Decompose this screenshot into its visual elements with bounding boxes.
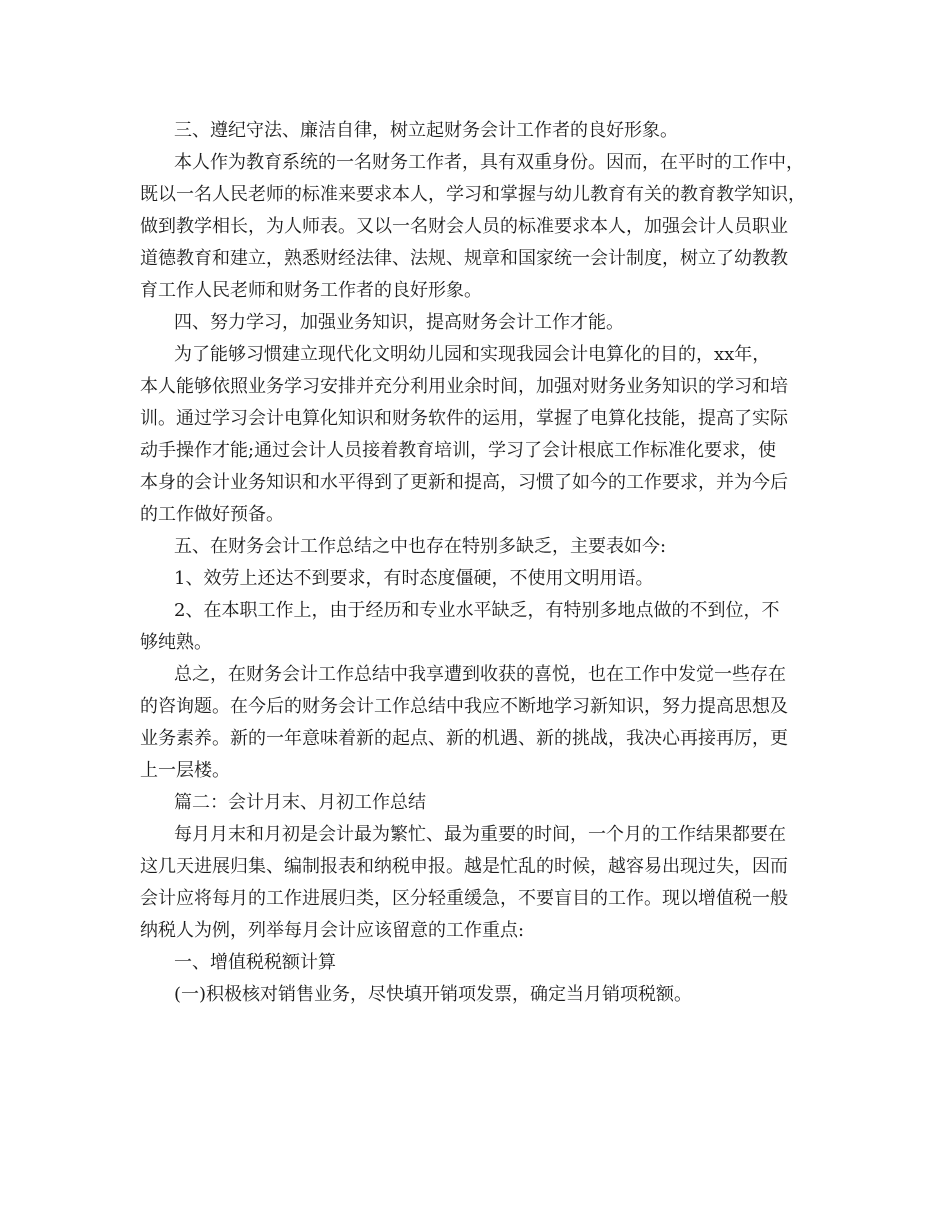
paragraph-line: 五、在财务会计工作总结之中也存在特别多缺乏，主要表如今: bbox=[174, 536, 667, 557]
document-page bbox=[140, 115, 820, 1011]
paragraph-line: 本人能够依照业务学习安排并充分利用业余时间，加强对财务业务知识的学习和培 bbox=[140, 376, 788, 397]
paragraph-line: 本人作为教育系统的一名财务工作者，具有双重身份。因而，在平时的工作中， bbox=[174, 152, 804, 173]
paragraph-line: 的咨询题。在今后的财务会计工作总结中我应不断地学习新知识，努力提高思想及 bbox=[140, 696, 788, 717]
paragraph-line: 动手操作才能;通过会计人员接着教育培训，学习了会计根底工作标准化要求，使 bbox=[140, 440, 777, 461]
paragraph-line: 会计应将每月的工作进展归类，区分轻重缓急，不要盲目的工作。现以增值税一般 bbox=[140, 888, 788, 909]
paragraph-line: 纳税人为例，列举每月会计应该留意的工作重点: bbox=[140, 920, 525, 941]
paragraph-line: 总之，在财务会计工作总结中我享遭到收获的喜悦，也在工作中发觉一些存在 bbox=[174, 664, 786, 685]
paragraph-line: 的工作做好预备。 bbox=[140, 504, 284, 525]
paragraph-line: 四、努力学习，加强业务知识，提高财务会计工作才能。 bbox=[174, 312, 624, 333]
section-heading: 篇二：会计月末、月初工作总结 bbox=[174, 792, 426, 813]
paragraph-line: 既以一名人民老师的标准来要求本人，学习和掌握与幼儿教育有关的教育教学知识， bbox=[140, 184, 806, 205]
paragraph-line: 2、在本职工作上，由于经历和专业水平缺乏，有特别多地点做的不到位，不 bbox=[174, 600, 780, 621]
subsection-heading: 一、增值税税额计算 bbox=[174, 952, 336, 973]
paragraph-line: 本身的会计业务知识和水平得到了更新和提高，习惯了如今的工作要求，并为今后 bbox=[140, 472, 788, 493]
paragraph-line: 育工作人民老师和财务工作者的良好形象。 bbox=[140, 280, 482, 301]
paragraph-line: 上一层楼。 bbox=[140, 760, 230, 781]
paragraph-line: 每月月末和月初是会计最为繁忙、最为重要的时间，一个月的工作结果都要在 bbox=[174, 824, 786, 845]
paragraph-line: (一)积极核对销售业务，尽快填开销项发票，确定当月销项税额。 bbox=[174, 984, 693, 1005]
paragraph-line: 业务素养。新的一年意味着新的起点、新的机遇、新的挑战，我决心再接再厉，更 bbox=[140, 728, 788, 749]
paragraph-line: 为了能够习惯建立现代化文明幼儿园和实现我园会计电算化的目的，xx年， bbox=[174, 344, 771, 365]
paragraph-line: 够纯熟。 bbox=[140, 632, 212, 653]
paragraph-line: 道德教育和建立，熟悉财经法律、法规、规章和国家统一会计制度，树立了幼教教 bbox=[140, 248, 788, 269]
paragraph-line: 训。通过学习会计电算化知识和财务软件的运用，掌握了电算化技能，提高了实际 bbox=[140, 408, 788, 429]
paragraph-line: 做到教学相长，为人师表。又以一名财会人员的标准要求本人，加强会计人员职业 bbox=[140, 216, 788, 237]
paragraph-line: 1、效劳上还达不到要求，有时态度僵硬，不使用文明用语。 bbox=[174, 568, 654, 589]
paragraph-line: 这几天进展归集、编制报表和纳税申报。越是忙乱的时候，越容易出现过失，因而 bbox=[140, 856, 788, 877]
paragraph-line: 三、遵纪守法、廉洁自律，树立起财务会计工作者的良好形象。 bbox=[174, 120, 678, 141]
